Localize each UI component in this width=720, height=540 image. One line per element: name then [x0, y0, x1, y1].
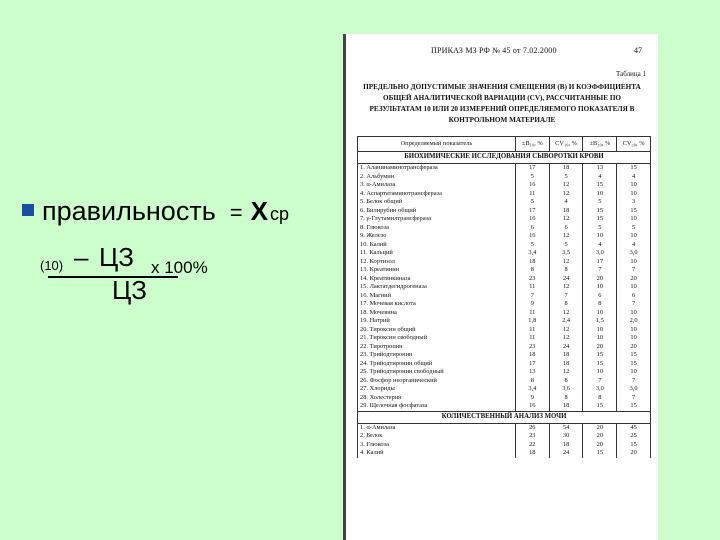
value-cell: 7 — [617, 266, 651, 275]
value-cell: 15 — [617, 441, 651, 450]
value-cell: 15 — [617, 207, 651, 216]
value-cell: 20 — [617, 343, 651, 352]
indicator-cell: 12. Кортизол — [358, 258, 516, 267]
value-cell: 10 — [617, 258, 651, 267]
indicator-cell: 11. Кальций — [358, 249, 516, 258]
indicator-cell: 21. Тироксин свободный — [358, 334, 516, 343]
value-cell: 22 — [515, 441, 549, 450]
document-title: ПРЕДЕЛЬНО ДОПУСТИМЫЕ ЗНАЧЕНИЯ СМЕЩЕНИЯ (B) И КОЭФФИЦИЕНТА ОБЩЕЙ АНАЛИТИЧЕСКОЙ ВАРИАЦИИ (CV), РАССЧИТАННЫЕ ПО РЕЗУЛЬТАТАМ 10 ИЛИ 20 ИЗМЕРЕНИЙ ОПРЕДЕЛЯЕМОГО ПОКАЗАТЕЛЯ В КОНТРОЛЬНОМ МАТЕРИАЛЕ — [363, 83, 641, 124]
indicator-cell: 26. Фосфор неорганический — [358, 377, 516, 386]
table-row — [358, 441, 651, 450]
indicator-cell: 14. Креатинкиназа — [358, 275, 516, 284]
indicator-cell: 25. Трийодтиронин свободный — [358, 368, 516, 377]
table-row — [358, 432, 651, 441]
value-cell: 5 — [515, 198, 549, 207]
value-cell: 18 — [549, 164, 583, 173]
value-cell: 20 — [583, 432, 617, 441]
table-row — [358, 275, 651, 284]
value-cell: 23 — [515, 432, 549, 441]
formula-line — [22, 196, 289, 227]
value-cell: 15 — [583, 360, 617, 369]
value-cell: 13 — [583, 164, 617, 173]
value-cell: 6 — [617, 292, 651, 301]
value-cell: 17 — [583, 258, 617, 267]
table-row — [358, 164, 651, 173]
value-cell: 12 — [549, 215, 583, 224]
value-cell: 15 — [617, 351, 651, 360]
value-cell: 8 — [515, 377, 549, 386]
value-cell: 25 — [617, 432, 651, 441]
value-cell: 11 — [515, 309, 549, 318]
value-cell: 8 — [549, 300, 583, 309]
value-cell: 12 — [549, 232, 583, 241]
table-row — [358, 360, 651, 369]
value-cell: 45 — [617, 423, 651, 432]
table-row — [358, 402, 651, 411]
col-cv20: CV₂₀, % — [617, 137, 651, 152]
indicator-cell: 27. Хлориды — [358, 385, 516, 394]
value-cell: 10 — [583, 334, 617, 343]
value-cell: 8 — [583, 300, 617, 309]
table-row — [358, 385, 651, 394]
value-cell: 26 — [515, 423, 549, 432]
indicator-cell: 2. Белок — [358, 432, 516, 441]
value-cell: 24 — [549, 449, 583, 458]
equals-sign: = — [229, 200, 243, 225]
value-cell: 1,5 — [583, 317, 617, 326]
value-cell: 7 — [583, 377, 617, 386]
value-cell: 5 — [549, 173, 583, 182]
value-cell: 6 — [583, 292, 617, 301]
value-cell: 5 — [583, 224, 617, 233]
indicator-cell: 13. Креатинин — [358, 266, 516, 275]
indicator-cell: 1. α-Амилаза — [358, 423, 516, 432]
table-row — [358, 224, 651, 233]
indicator-cell: 3. α-Амилаза — [358, 181, 516, 190]
value-cell: 18 — [549, 207, 583, 216]
numerator-target-value: ЦЗ — [99, 242, 134, 272]
value-cell: 3,0 — [617, 249, 651, 258]
indicator-cell: 15. Лактатдегидрогеназа — [358, 283, 516, 292]
value-cell: 3,0 — [617, 385, 651, 394]
indicator-cell: 29. Щелочная фосфатаза — [358, 402, 516, 411]
value-cell: 17 — [515, 164, 549, 173]
value-cell: 3,0 — [583, 249, 617, 258]
value-cell: 4 — [583, 173, 617, 182]
value-cell: 15 — [583, 402, 617, 411]
value-cell: 11 — [515, 190, 549, 199]
value-cell: 16 — [515, 232, 549, 241]
value-cell: 15 — [617, 164, 651, 173]
x-mean-symbol — [251, 196, 289, 227]
value-cell: 6 — [515, 224, 549, 233]
indicator-cell: 24. Трийодтиронин общий — [358, 360, 516, 369]
col-b20: ±B₂₀, % — [583, 137, 617, 152]
value-cell: 4 — [617, 241, 651, 250]
value-cell: 10 — [583, 283, 617, 292]
value-cell: 3,5 — [549, 249, 583, 258]
value-cell: 10 — [583, 190, 617, 199]
value-cell: 20 — [583, 275, 617, 284]
value-cell: 23 — [515, 275, 549, 284]
table-row — [358, 334, 651, 343]
value-cell: 7 — [617, 300, 651, 309]
indicator-cell: 20. Тироксин общий — [358, 326, 516, 335]
table-row — [358, 292, 651, 301]
value-cell: 16 — [515, 215, 549, 224]
table-row — [358, 309, 651, 318]
indicator-cell: 7. γ-Глутамилтрансфераза — [358, 215, 516, 224]
value-cell: 10 — [583, 232, 617, 241]
value-cell: 18 — [515, 258, 549, 267]
value-cell: 3,6 — [549, 385, 583, 394]
value-cell: 12 — [549, 190, 583, 199]
x-subscript: ср — [269, 204, 289, 224]
indicator-cell: 6. Билирубин общий — [358, 207, 516, 216]
value-cell: 5 — [549, 241, 583, 250]
value-cell: 10 — [617, 283, 651, 292]
multiplier-100-percent: х 100% — [151, 258, 208, 277]
value-cell: 8 — [549, 377, 583, 386]
document-page-number: 47 — [634, 46, 642, 55]
value-cell: 15 — [583, 207, 617, 216]
term-correctness: правильность — [42, 196, 216, 226]
value-cell: 10 — [617, 232, 651, 241]
table-row — [358, 343, 651, 352]
value-cell: 8 — [549, 394, 583, 403]
table-row — [358, 266, 651, 275]
table-row — [358, 423, 651, 432]
value-cell: 20 — [583, 343, 617, 352]
value-cell: 13 — [515, 368, 549, 377]
value-cell: 15 — [617, 360, 651, 369]
value-cell: 5 — [515, 173, 549, 182]
value-cell: 5 — [617, 224, 651, 233]
indicator-cell: 16. Магний — [358, 292, 516, 301]
value-cell: 7 — [617, 377, 651, 386]
bullet-square-icon — [22, 204, 34, 216]
x-letter: X — [250, 196, 268, 226]
value-cell: 20 — [583, 423, 617, 432]
indicator-cell: 23. Трийодтиронин — [358, 351, 516, 360]
table-row — [358, 317, 651, 326]
value-cell: 4 — [583, 241, 617, 250]
value-cell: 16 — [515, 181, 549, 190]
value-cell: 11 — [515, 326, 549, 335]
indicator-cell: 19. Натрий — [358, 317, 516, 326]
table-row — [358, 173, 651, 182]
table-row — [358, 198, 651, 207]
value-cell: 30 — [549, 432, 583, 441]
value-cell: 18 — [515, 449, 549, 458]
indicator-cell: 9. Железо — [358, 232, 516, 241]
value-cell: 24 — [549, 275, 583, 284]
value-cell: 1,8 — [515, 317, 549, 326]
value-cell: 7 — [617, 394, 651, 403]
table-row — [358, 249, 651, 258]
indicator-cell: 1. Аланинаминотрансфераза — [358, 164, 516, 173]
table-row — [358, 394, 651, 403]
value-cell: 12 — [549, 258, 583, 267]
indicator-cell: 10. Калий — [358, 241, 516, 250]
value-cell: 10 — [617, 334, 651, 343]
indicator-cell: 3. Глюкоза — [358, 441, 516, 450]
value-cell: 10 — [617, 215, 651, 224]
value-cell: 4 — [549, 198, 583, 207]
value-cell: 20 — [583, 441, 617, 450]
value-cell: 10 — [617, 368, 651, 377]
value-cell: 9 — [515, 394, 549, 403]
value-cell: 17 — [515, 207, 549, 216]
value-cell: 24 — [549, 343, 583, 352]
value-cell: 3,4 — [515, 249, 549, 258]
value-cell: 2,4 — [549, 317, 583, 326]
table-header-row — [358, 137, 651, 152]
indicator-cell: 22. Тиротропин — [358, 343, 516, 352]
section-row — [358, 152, 651, 164]
value-cell: 11 — [515, 283, 549, 292]
col-cv10: CV₁₀, % — [549, 137, 583, 152]
col-b10: ±B₁₀, % — [515, 137, 549, 152]
indicator-cell: 2. Альбумин — [358, 173, 516, 182]
table-label: Таблица 1 — [616, 70, 646, 78]
value-cell: 12 — [549, 283, 583, 292]
value-cell: 8 — [549, 266, 583, 275]
section-title: КОЛИЧЕСТВЕННЫЙ АНАЛИЗ МОЧИ — [358, 411, 651, 423]
value-cell: 11 — [515, 334, 549, 343]
indicator-cell: 28. Холестерин — [358, 394, 516, 403]
value-cell: 15 — [617, 402, 651, 411]
table-row — [358, 181, 651, 190]
indicator-cell: 17. Мочевая кислота — [358, 300, 516, 309]
value-cell: 7 — [515, 292, 549, 301]
value-cell: 20 — [617, 449, 651, 458]
formula-ref-number: (10) — [40, 258, 64, 273]
value-cell: 15 — [583, 181, 617, 190]
value-cell: 54 — [549, 423, 583, 432]
table-row — [358, 449, 651, 458]
value-cell: 5 — [583, 198, 617, 207]
value-cell: 23 — [515, 343, 549, 352]
value-cell: 3,0 — [583, 385, 617, 394]
indicator-cell: 4. Аспартатаминотрансфераза — [358, 190, 516, 199]
value-cell: 12 — [549, 326, 583, 335]
value-cell: 12 — [549, 334, 583, 343]
value-cell: 10 — [583, 326, 617, 335]
table-row — [358, 190, 651, 199]
value-cell: 6 — [549, 224, 583, 233]
value-cell: 7 — [549, 292, 583, 301]
value-cell: 15 — [583, 449, 617, 458]
table-row — [358, 377, 651, 386]
table-row — [358, 207, 651, 216]
value-cell: 16 — [515, 402, 549, 411]
table-row — [358, 326, 651, 335]
denominator-target-value: ЦЗ — [112, 275, 147, 305]
table-row — [358, 241, 651, 250]
document-header: ПРИКАЗ МЗ РФ № 45 от 7.02.2000 — [431, 46, 557, 55]
value-cell: 18 — [549, 441, 583, 450]
table-row — [358, 300, 651, 309]
indicator-cell: 18. Мочевина — [358, 309, 516, 318]
value-cell: 17 — [515, 360, 549, 369]
value-cell: 18 — [515, 351, 549, 360]
value-cell: 10 — [617, 309, 651, 318]
value-cell: 10 — [617, 181, 651, 190]
value-cell: 15 — [583, 351, 617, 360]
value-cell: 12 — [549, 309, 583, 318]
value-cell: 12 — [549, 181, 583, 190]
value-cell: 18 — [549, 351, 583, 360]
document-edge — [343, 34, 346, 540]
value-cell: 3,4 — [515, 385, 549, 394]
scanned-document — [343, 34, 658, 540]
indicator-cell: 8. Глюкоза — [358, 224, 516, 233]
value-cell: 10 — [583, 368, 617, 377]
value-cell: 9 — [515, 300, 549, 309]
table-row — [358, 351, 651, 360]
value-cell: 8 — [583, 394, 617, 403]
col-indicator: Определяемый показатель — [358, 137, 516, 152]
indicator-cell: 5. Белок общий — [358, 198, 516, 207]
value-cell: 18 — [549, 360, 583, 369]
table-row — [358, 258, 651, 267]
value-cell: 18 — [549, 402, 583, 411]
table-row — [358, 215, 651, 224]
value-cell: 8 — [515, 266, 549, 275]
indicator-cell: 4. Калий — [358, 449, 516, 458]
section-row — [358, 411, 651, 423]
table-row — [358, 232, 651, 241]
section-title: БИОХИМИЧЕСКИЕ ИССЛЕДОВАНИЯ СЫВОРОТКИ КРОВИ — [358, 152, 651, 164]
value-cell: 2,0 — [617, 317, 651, 326]
value-cell: 4 — [617, 173, 651, 182]
value-cell: 5 — [515, 241, 549, 250]
value-cell: 10 — [617, 326, 651, 335]
minus-sign: – — [74, 242, 89, 272]
table-row — [358, 283, 651, 292]
value-cell: 7 — [583, 266, 617, 275]
table-row — [358, 368, 651, 377]
value-cell: 15 — [583, 215, 617, 224]
value-cell: 10 — [583, 309, 617, 318]
value-cell: 3 — [617, 198, 651, 207]
value-cell: 10 — [617, 190, 651, 199]
value-cell: 12 — [549, 368, 583, 377]
value-cell: 20 — [617, 275, 651, 284]
reference-table — [357, 136, 651, 458]
